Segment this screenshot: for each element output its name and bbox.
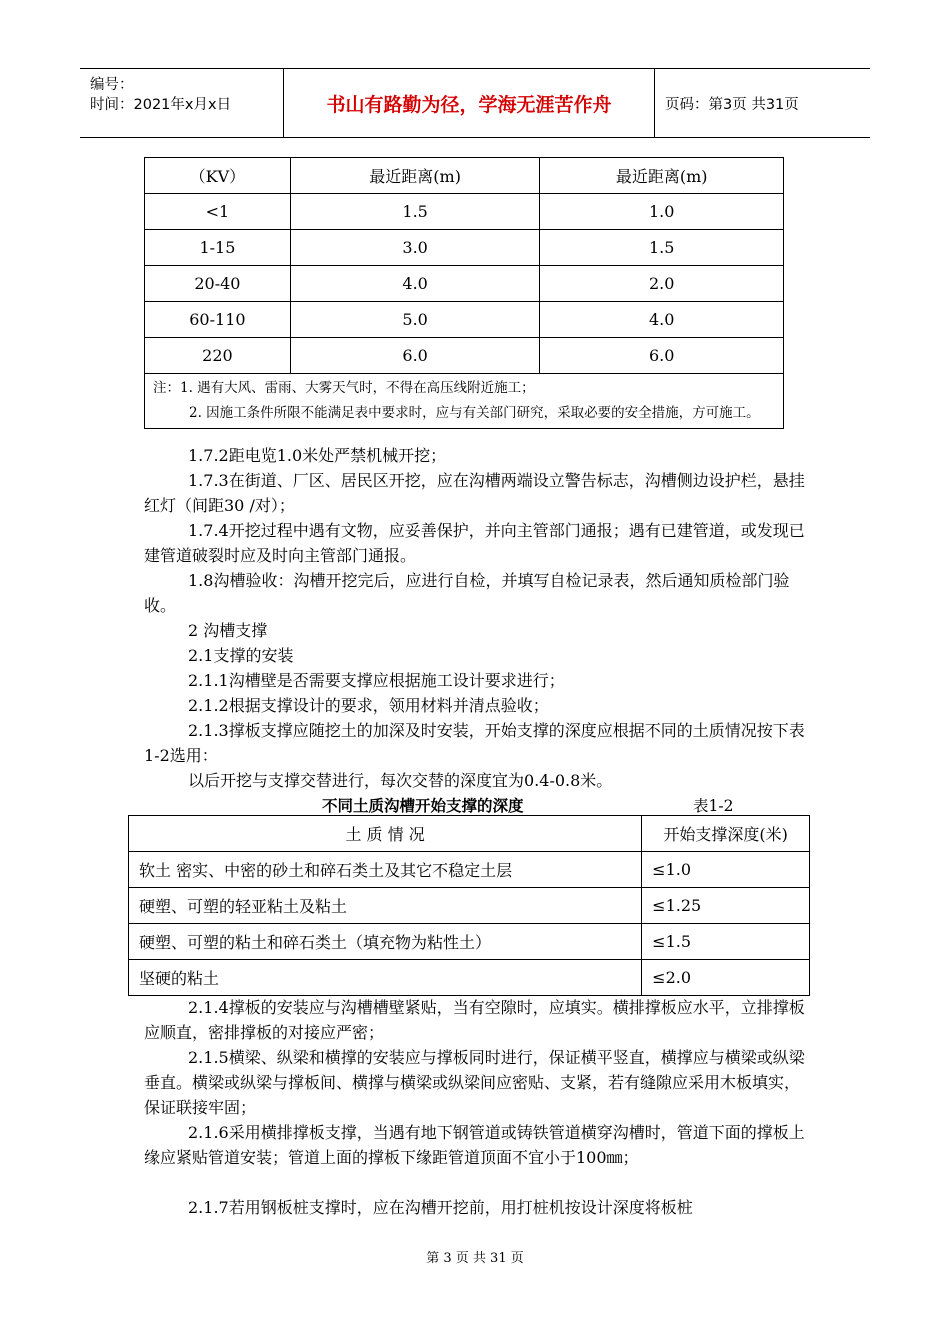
- paragraph: 1.8沟槽验收：沟槽开挖完后，应进行自检，并填写自检记录表，然后通知质检部门验收。: [144, 571, 790, 615]
- table-cell: ≤1.25: [642, 888, 810, 924]
- paragraph: 2.1.3撑板支撑应随挖土的加深及时安装，开始支撑的深度应根据不同的土质情况按下表1-2选用：: [144, 721, 805, 765]
- table-row: [145, 230, 784, 266]
- table-header-cell: 最近距离(m): [290, 158, 540, 194]
- paragraph: 2.1.7若用钢板桩支撑时，应在沟槽开挖前，用打桩机按设计深度将板桩: [188, 1198, 693, 1217]
- table-cell: 硬塑、可塑的轻亚粘土及粘土: [129, 888, 642, 924]
- header-date: 时间：2021年x月x日: [90, 97, 232, 113]
- table-cell: 6.0: [290, 338, 540, 374]
- table-cell: 4.0: [290, 266, 540, 302]
- table-cell: 6.0: [540, 338, 784, 374]
- distance-table: [144, 157, 784, 429]
- table-cell: 60-110: [145, 302, 291, 338]
- table-header-row: [129, 816, 810, 852]
- table-cell: 4.0: [540, 302, 784, 338]
- page-footer: 第 3 页 共 31 页: [426, 1251, 524, 1266]
- paragraph: 以后开挖与支撑交替进行，每次交替的深度宜为0.4-0.8米。: [188, 771, 613, 790]
- paragraph: 2.1.5横梁、纵梁和横撑的安装应与撑板同时进行，保证横平竖直，横撑应与横梁或纵梁垂直。横梁或纵梁与撑板间、横撑与横梁或纵梁间应密贴、支紧，若有缝隙应采用木板填实，保证联接牢固；: [144, 1048, 805, 1117]
- paragraph: 2.1.6采用横排撑板支撑，当遇有地下钢管道或铸铁管道横穿沟槽时，管道下面的撑板上缘应紧贴管道安装；管道上面的撑板下缘距管道顶面不宜小于100㎜；: [144, 1123, 805, 1167]
- table-cell: 1.0: [540, 194, 784, 230]
- table-note-2: 2. 因施工条件所限不能满足表中要求时，应与有关部门研究，采取必要的安全措施，方可施工。: [189, 405, 760, 421]
- table-row: [145, 338, 784, 374]
- paragraph: 1.7.3在街道、厂区、居民区开挖，应在沟槽两端设立警告标志，沟槽侧边设护栏，悬挂红灯（间距30 /对）；: [144, 471, 805, 515]
- table2-title: 不同土质沟槽开始支撑的深度: [322, 797, 524, 815]
- table-row: [129, 852, 810, 888]
- table-row: [145, 266, 784, 302]
- table-cell: ≤2.0: [642, 960, 810, 996]
- header-meta: [80, 69, 284, 137]
- section-heading: 2 沟槽支撑: [188, 621, 268, 640]
- table-cell: 2.0: [540, 266, 784, 302]
- table-row: [129, 888, 810, 924]
- paragraph: 1.7.2距电览1.0米处严禁机械开挖；: [188, 446, 447, 465]
- table-header-row: [145, 158, 784, 194]
- header-number: 编号：: [90, 77, 134, 93]
- table-row: [145, 302, 784, 338]
- table-row: [129, 924, 810, 960]
- table-cell: 硬塑、可塑的粘土和碎石类土（填充物为粘性土）: [129, 924, 642, 960]
- table-cell: 5.0: [290, 302, 540, 338]
- table-note: [145, 374, 784, 429]
- table-header-cell: 开始支撑深度(米): [642, 816, 810, 852]
- header-motto: 书山有路勤为径，学海无涯苦作舟: [284, 69, 655, 137]
- table-cell: 220: [145, 338, 291, 374]
- subsection-heading: 2.1支撑的安装: [188, 646, 294, 665]
- paragraph: 2.1.2根据支撑设计的要求，领用材料并清点验收；: [188, 696, 549, 715]
- table-cell: 20-40: [145, 266, 291, 302]
- page-header: [80, 68, 870, 138]
- table-cell: 坚硬的粘土: [129, 960, 642, 996]
- table-cell: 软土 密实、中密的砂土和碎石类土及其它不稳定土层: [129, 852, 642, 888]
- table-note-row: [145, 374, 784, 429]
- table-header-cell: 土 质 情 况: [129, 816, 642, 852]
- table-header-cell: （KV）: [145, 158, 291, 194]
- table-header-cell: 最近距离(m): [540, 158, 784, 194]
- paragraph: 2.1.4撑板的安装应与沟槽槽壁紧贴，当有空隙时，应填实。横排撑板应水平，立排撑板应顺直，密排撑板的对接应严密；: [144, 998, 805, 1042]
- table-cell: 1.5: [540, 230, 784, 266]
- table-cell: <1: [145, 194, 291, 230]
- header-page-info: 页码：第3页 共31页: [665, 96, 799, 113]
- table-note-1: 注：1. 遇有大风、雷雨、大雾天气时，不得在高压线附近施工；: [153, 380, 535, 396]
- table-cell: 3.0: [290, 230, 540, 266]
- table-cell: ≤1.5: [642, 924, 810, 960]
- table-row: [129, 960, 810, 996]
- table-cell: 1-15: [145, 230, 291, 266]
- paragraph: 1.7.4开挖过程中遇有文物，应妥善保护，并向主管部门通报；遇有已建管道，或发现已建管道破裂时应及时向主管部门通报。: [144, 521, 805, 565]
- table2-number: 表1-2: [693, 797, 734, 815]
- table-cell: 1.5: [290, 194, 540, 230]
- table-cell: ≤1.0: [642, 852, 810, 888]
- paragraph: 2.1.1沟槽壁是否需要支撑应根据施工设计要求进行；: [188, 671, 565, 690]
- table-row: [145, 194, 784, 230]
- soil-support-table: [128, 815, 810, 996]
